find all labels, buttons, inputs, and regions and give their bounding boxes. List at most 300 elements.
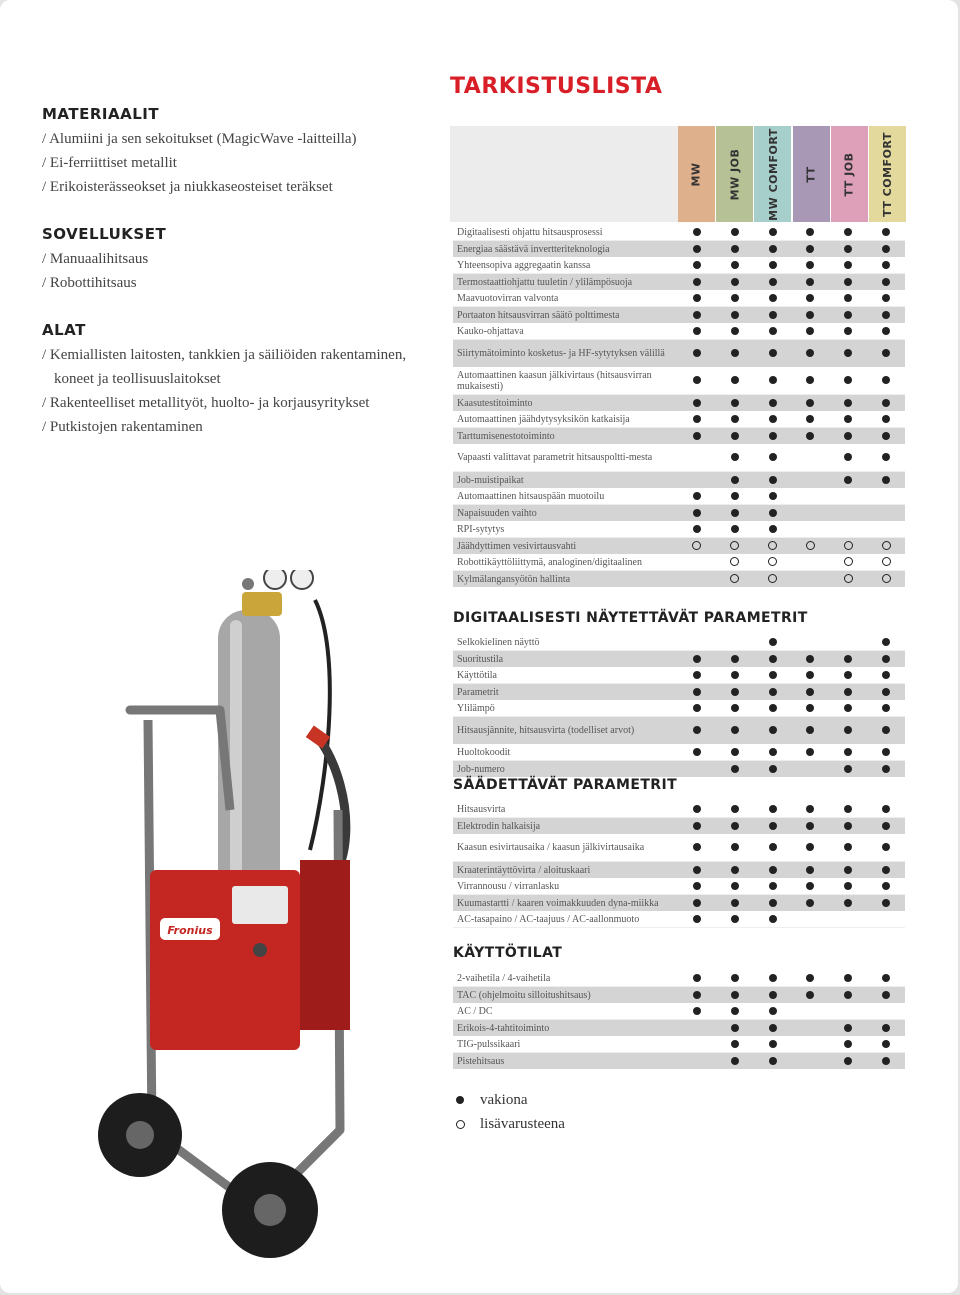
filled-dot-icon [769, 765, 777, 773]
row-cell [829, 802, 867, 817]
filled-dot-icon [806, 311, 814, 319]
row-cell [716, 258, 754, 273]
row-cell [716, 324, 754, 339]
open-circle-icon [730, 557, 739, 566]
filled-dot-icon [882, 261, 890, 269]
filled-dot-icon [806, 843, 814, 851]
table-row [453, 323, 905, 340]
filled-dot-icon [844, 432, 852, 440]
row-cell [678, 745, 716, 760]
filled-dot-icon [731, 843, 739, 851]
filled-dot-icon [769, 822, 777, 830]
table-row [453, 1036, 905, 1053]
row-cell [716, 745, 754, 760]
brand-logo: Fronius [167, 924, 213, 937]
row-cell [716, 506, 754, 521]
filled-dot-icon [882, 453, 890, 461]
row-cell [678, 308, 716, 323]
column-header [793, 126, 830, 222]
filled-dot-icon [844, 843, 852, 851]
feature-table [453, 224, 905, 587]
row-cell [754, 879, 792, 894]
row-cell [829, 723, 867, 738]
filled-dot-icon [882, 245, 890, 253]
row-cell [829, 879, 867, 894]
row-cell [678, 879, 716, 894]
row-cell [754, 1054, 792, 1069]
filled-dot-icon [693, 991, 701, 999]
filled-dot-icon [882, 866, 890, 874]
filled-dot-icon [731, 1024, 739, 1032]
filled-dot-icon [769, 261, 777, 269]
filled-dot-icon [693, 704, 701, 712]
row-cell [678, 802, 716, 817]
row-cell [754, 896, 792, 911]
row-cell [792, 745, 830, 760]
row-cell [867, 652, 905, 667]
row-cell [754, 668, 792, 683]
filled-dot-icon [882, 765, 890, 773]
filled-dot-icon [731, 822, 739, 830]
filled-dot-icon [844, 688, 852, 696]
legend-label: vakiona [480, 1091, 528, 1108]
filled-dot-icon [693, 278, 701, 286]
row-cell [829, 412, 867, 427]
filled-dot-icon [769, 415, 777, 423]
filled-dot-icon [806, 805, 814, 813]
filled-dot-icon [769, 1007, 777, 1015]
filled-dot-icon [882, 974, 890, 982]
filled-dot-icon [806, 704, 814, 712]
row-cell [792, 396, 830, 411]
row-label: Tarttumisenestotoiminto [457, 430, 555, 442]
filled-dot-icon [769, 349, 777, 357]
row-cell [867, 762, 905, 777]
row-cell [829, 1054, 867, 1069]
open-circle-icon [806, 541, 815, 550]
row-cell [678, 539, 716, 554]
row-cell [792, 802, 830, 817]
row-cell [716, 971, 754, 986]
filled-dot-icon [844, 822, 852, 830]
row-cell [867, 242, 905, 257]
filled-dot-icon [693, 822, 701, 830]
filled-dot-icon [882, 1040, 890, 1048]
filled-dot-icon [844, 704, 852, 712]
row-cell [754, 473, 792, 488]
filled-dot-icon [731, 688, 739, 696]
filled-dot-icon [806, 261, 814, 269]
filled-dot-icon [456, 1096, 464, 1104]
filled-dot-icon [731, 748, 739, 756]
table-row [453, 684, 905, 700]
table-row [453, 911, 905, 928]
row-cell [754, 912, 792, 927]
power-source-side [300, 860, 350, 1030]
filled-dot-icon [882, 476, 890, 484]
filled-dot-icon [731, 655, 739, 663]
filled-dot-icon [769, 432, 777, 440]
row-cell [792, 819, 830, 834]
filled-dot-icon [769, 748, 777, 756]
row-cell [829, 685, 867, 700]
filled-dot-icon [844, 415, 852, 423]
row-cell [829, 275, 867, 290]
row-cell [754, 988, 792, 1003]
row-cell [867, 473, 905, 488]
filled-dot-icon [844, 294, 852, 302]
filled-dot-icon [731, 228, 739, 236]
filled-dot-icon [769, 671, 777, 679]
filled-dot-icon [731, 261, 739, 269]
row-cell [829, 1021, 867, 1036]
row-label: Maavuotovirran valvonta [457, 292, 559, 304]
filled-dot-icon [806, 415, 814, 423]
filled-dot-icon [844, 655, 852, 663]
row-label: TIG-pulssikaari [457, 1038, 521, 1050]
list-item: / Kemiallisten laitosten, tankkien ja säiliöiden rakentaminen, koneet ja teollisuuslaitokset [42, 347, 407, 387]
row-cell [678, 819, 716, 834]
table-row [453, 395, 905, 411]
open-circle-icon [844, 541, 853, 550]
filled-dot-icon [693, 748, 701, 756]
row-cell [716, 373, 754, 388]
row-cell [716, 668, 754, 683]
table-row [453, 554, 905, 571]
filled-dot-icon [844, 991, 852, 999]
filled-dot-icon [844, 311, 852, 319]
row-cell [829, 971, 867, 986]
table-row [453, 224, 905, 241]
filled-dot-icon [806, 899, 814, 907]
filled-dot-icon [769, 688, 777, 696]
filled-dot-icon [769, 476, 777, 484]
filled-dot-icon [769, 311, 777, 319]
filled-dot-icon [731, 311, 739, 319]
filled-dot-icon [731, 974, 739, 982]
filled-dot-icon [731, 453, 739, 461]
row-cell [867, 225, 905, 240]
filled-dot-icon [731, 671, 739, 679]
section-industries [42, 321, 422, 439]
row-cell [792, 275, 830, 290]
filled-dot-icon [693, 843, 701, 851]
filled-dot-icon [731, 492, 739, 500]
filled-dot-icon [731, 704, 739, 712]
row-cell [754, 685, 792, 700]
filled-dot-icon [693, 228, 701, 236]
table-row [453, 717, 905, 744]
legend-item [456, 1088, 565, 1112]
row-cell [829, 668, 867, 683]
filled-dot-icon [806, 294, 814, 302]
row-cell [792, 701, 830, 716]
row-label: Kaasutestitoiminto [457, 397, 533, 409]
filled-dot-icon [806, 228, 814, 236]
filled-dot-icon [731, 376, 739, 384]
filled-dot-icon [693, 655, 701, 663]
row-label: Parametrit [457, 686, 499, 698]
row-cell [754, 450, 792, 465]
filled-dot-icon [844, 228, 852, 236]
row-cell [829, 242, 867, 257]
filled-dot-icon [806, 432, 814, 440]
row-cell [792, 879, 830, 894]
row-label: Elektrodin halkaisija [457, 820, 541, 832]
row-cell [829, 840, 867, 855]
row-cell [678, 863, 716, 878]
column-header [869, 126, 906, 222]
row-cell [867, 668, 905, 683]
table-row [453, 761, 905, 777]
filled-dot-icon [731, 294, 739, 302]
filled-dot-icon [731, 349, 739, 357]
row-cell [867, 429, 905, 444]
open-circle-icon [768, 541, 777, 550]
feature-table [453, 801, 905, 928]
filled-dot-icon [844, 1024, 852, 1032]
row-cell [829, 450, 867, 465]
row-cell [716, 308, 754, 323]
filled-dot-icon [769, 726, 777, 734]
row-cell [754, 762, 792, 777]
row-cell [754, 971, 792, 986]
row-cell [829, 988, 867, 1003]
row-cell [754, 429, 792, 444]
filled-dot-icon [769, 1024, 777, 1032]
row-cell [678, 896, 716, 911]
filled-dot-icon [769, 882, 777, 890]
row-label: RPI-sytytys [457, 523, 505, 535]
table-row [453, 428, 905, 444]
row-cell [829, 346, 867, 361]
row-cell [829, 539, 867, 554]
filled-dot-icon [731, 415, 739, 423]
row-cell [867, 863, 905, 878]
row-cell [678, 258, 716, 273]
filled-dot-icon [769, 843, 777, 851]
row-cell [716, 539, 754, 554]
filled-dot-icon [882, 399, 890, 407]
filled-dot-icon [844, 748, 852, 756]
row-cell [829, 429, 867, 444]
filled-dot-icon [882, 805, 890, 813]
filled-dot-icon [882, 726, 890, 734]
row-cell [867, 412, 905, 427]
filled-dot-icon [731, 882, 739, 890]
table-row [453, 257, 905, 274]
row-cell [754, 225, 792, 240]
filled-dot-icon [693, 261, 701, 269]
row-cell [716, 685, 754, 700]
row-cell [754, 745, 792, 760]
filled-dot-icon [731, 1057, 739, 1065]
open-circle-icon [456, 1120, 465, 1129]
row-cell [867, 275, 905, 290]
filled-dot-icon [844, 671, 852, 679]
column-header [716, 126, 753, 222]
row-cell [678, 506, 716, 521]
list-item: / Ei-ferriittiset metallit [42, 155, 177, 171]
filled-dot-icon [882, 704, 890, 712]
filled-dot-icon [731, 1040, 739, 1048]
row-cell [792, 412, 830, 427]
table-row [453, 274, 905, 290]
filled-dot-icon [882, 1057, 890, 1065]
row-label: Huoltokoodit [457, 746, 511, 758]
open-circle-icon [844, 557, 853, 566]
table-row [453, 307, 905, 323]
filled-dot-icon [693, 311, 701, 319]
filled-dot-icon [693, 974, 701, 982]
table-row [453, 290, 905, 307]
row-cell [716, 819, 754, 834]
row-cell [867, 840, 905, 855]
filled-dot-icon [806, 974, 814, 982]
filled-dot-icon [731, 509, 739, 517]
filled-dot-icon [769, 492, 777, 500]
row-cell [716, 1021, 754, 1036]
wheel-hub-icon [126, 1121, 154, 1149]
section-materials [42, 105, 422, 199]
row-cell [716, 840, 754, 855]
row-cell [678, 291, 716, 306]
filled-dot-icon [769, 509, 777, 517]
filled-dot-icon [769, 228, 777, 236]
row-cell [678, 668, 716, 683]
row-cell [867, 572, 905, 587]
row-cell [716, 489, 754, 504]
row-cell [754, 819, 792, 834]
row-cell [678, 429, 716, 444]
row-label: Ylilämpö [457, 702, 495, 714]
filled-dot-icon [731, 245, 739, 253]
filled-dot-icon [693, 915, 701, 923]
filled-dot-icon [731, 866, 739, 874]
row-cell [867, 396, 905, 411]
row-cell [754, 555, 792, 570]
filled-dot-icon [844, 476, 852, 484]
row-label: Jäähdyttimen vesivirtausvahti [457, 540, 577, 552]
filled-dot-icon [693, 805, 701, 813]
row-label: 2-vaihetila / 4-vaihetila [457, 972, 551, 984]
row-cell [792, 225, 830, 240]
filled-dot-icon [844, 726, 852, 734]
row-cell [716, 896, 754, 911]
table-row [453, 411, 905, 428]
row-label: Robottikäyttöliittymä, analoginen/digitaalinen [457, 556, 642, 568]
row-cell [792, 429, 830, 444]
control-panel [232, 886, 288, 924]
filled-dot-icon [731, 1007, 739, 1015]
table-row [453, 505, 905, 521]
filled-dot-icon [844, 327, 852, 335]
row-cell [792, 668, 830, 683]
row-cell [792, 258, 830, 273]
row-label: Suoritustila [457, 653, 504, 665]
row-cell [754, 396, 792, 411]
row-cell [867, 685, 905, 700]
open-circle-icon [730, 541, 739, 550]
filled-dot-icon [693, 726, 701, 734]
row-cell [867, 258, 905, 273]
header-spacer [450, 126, 678, 222]
row-label: TAC (ohjelmoitu silloitushitsaus) [457, 989, 591, 1001]
row-label: AC / DC [457, 1005, 493, 1017]
list-item: / Alumiini ja sen sekoitukset (MagicWave -laitteilla) [42, 131, 357, 147]
row-cell [754, 506, 792, 521]
filled-dot-icon [693, 294, 701, 302]
row-cell [867, 819, 905, 834]
column-header-label: TT [804, 165, 818, 183]
table-row [453, 1053, 905, 1069]
filled-dot-icon [844, 261, 852, 269]
row-cell [792, 324, 830, 339]
filled-dot-icon [731, 915, 739, 923]
row-cell [867, 988, 905, 1003]
filled-dot-icon [693, 415, 701, 423]
row-cell [716, 225, 754, 240]
filled-dot-icon [844, 1040, 852, 1048]
section-heading: SÄÄDETTÄVÄT PARAMETRIT [453, 777, 678, 793]
row-cell [829, 291, 867, 306]
feature-table [453, 970, 905, 1069]
filled-dot-icon [769, 327, 777, 335]
pressure-gauge-icon [264, 570, 286, 589]
filled-dot-icon [882, 748, 890, 756]
row-label: Kraaterintäyttövirta / aloituskaari [457, 864, 591, 876]
filled-dot-icon [882, 294, 890, 302]
row-cell [678, 723, 716, 738]
row-cell [716, 473, 754, 488]
filled-dot-icon [731, 476, 739, 484]
control-knob-icon [253, 943, 267, 957]
legend-label: lisävarusteena [480, 1115, 565, 1132]
section-heading: DIGITAALISESTI NÄYTETTÄVÄT PARAMETRIT [453, 610, 808, 626]
row-label: Kylmälangansyötön hallinta [457, 573, 571, 585]
filled-dot-icon [882, 228, 890, 236]
filled-dot-icon [806, 748, 814, 756]
row-label: Energiaa säästävä invertteriteknologia [457, 243, 610, 255]
row-cell [716, 242, 754, 257]
column-header [754, 126, 791, 222]
row-label: Erikois-4-tahtitoiminto [457, 1022, 550, 1034]
row-cell [754, 1004, 792, 1019]
row-label: Käyttötila [457, 669, 497, 681]
open-circle-icon [692, 541, 701, 550]
filled-dot-icon [693, 1007, 701, 1015]
table-row [453, 970, 905, 987]
table-row [453, 878, 905, 895]
row-cell [678, 396, 716, 411]
filled-dot-icon [769, 974, 777, 982]
row-label: Hitsausvirta [457, 803, 506, 815]
column-header [831, 126, 868, 222]
filled-dot-icon [731, 805, 739, 813]
filled-dot-icon [882, 671, 890, 679]
filled-dot-icon [769, 899, 777, 907]
row-cell [829, 1037, 867, 1052]
row-label: Kuumastartti / kaaren voimakkuuden dyna-miikka [457, 897, 659, 909]
table-row [453, 444, 905, 472]
welding-machine-image [70, 570, 410, 1270]
row-cell [754, 489, 792, 504]
row-cell [867, 291, 905, 306]
filled-dot-icon [769, 376, 777, 384]
row-cell [829, 324, 867, 339]
page-title: TARKISTUSLISTA [450, 74, 663, 99]
row-label: Napaisuuden vaihto [457, 507, 537, 519]
